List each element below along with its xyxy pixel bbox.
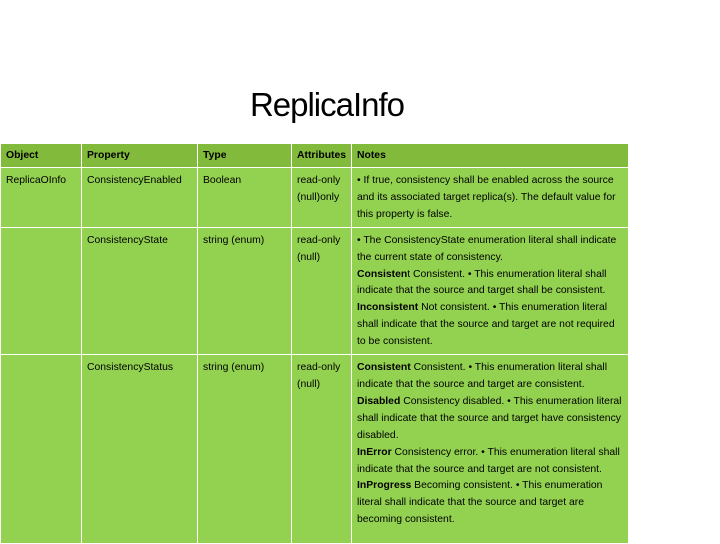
- cell-notes: [352, 168, 629, 228]
- header-attributes: Attributes: [292, 144, 352, 168]
- header-notes: Notes: [352, 144, 629, 168]
- notes-text: Consistency error. • This enumeration literal shall indicate that the source and target are not consistent.: [357, 446, 620, 475]
- table-header-row: [1, 144, 629, 168]
- cell-object: ReplicaOInfo: [1, 168, 82, 228]
- notes-text: Consistency disabled. • This enumeration literal shall indicate that the source and target have consistency disabled.: [357, 395, 622, 441]
- enum-keyword: InProgress: [357, 480, 412, 492]
- enum-keyword: Disabled: [357, 395, 401, 407]
- enum-keyword: InError: [357, 446, 392, 458]
- notes-text: t Consistent. • This enumeration literal shall indicate that the source and target shall be consistent.: [357, 268, 607, 297]
- cell-type: string (enum): [198, 227, 292, 354]
- cell-notes: [352, 355, 629, 544]
- cell-property: ConsistencyStatus: [82, 355, 198, 544]
- cell-attributes: read-only (null): [292, 227, 352, 354]
- cell-property: ConsistencyEnabled: [82, 168, 198, 228]
- cell-type: string (enum): [198, 355, 292, 544]
- enum-keyword: Consisten: [357, 268, 408, 280]
- cell-notes: [352, 227, 629, 354]
- notes-text: • If true, consistency shall be enabled across the source and its associated target replica(s). The default value for this property is false.: [357, 175, 616, 220]
- enum-keyword: Consistent: [357, 362, 411, 374]
- table-row: [1, 355, 629, 544]
- notes-text: Consistent. • This enumeration literal shall indicate that the source and target are consistent.: [357, 362, 608, 390]
- notes-text: • The ConsistencyState enumeration literal shall indicate the current state of consistency.: [357, 234, 617, 263]
- notes-text: Not consistent. • This enumeration literal shall indicate that the source and target are not required to be consistent.: [357, 302, 615, 348]
- cell-attributes: read-only (null): [292, 355, 352, 544]
- slide-title: ReplicaInfo: [249, 86, 405, 123]
- header-object: Object: [1, 144, 82, 168]
- property-table: [0, 143, 629, 544]
- cell-type: Boolean: [198, 168, 292, 228]
- cell-attributes: read-only (null)only: [292, 168, 352, 228]
- notes-text: Becoming consistent. • This enumeration literal shall indicate that the source and target are becoming consistent.: [357, 480, 603, 526]
- header-type: Type: [198, 144, 292, 168]
- table-row: [1, 227, 629, 354]
- header-property: Property: [82, 144, 198, 168]
- cell-object: [1, 227, 82, 354]
- table-row: [1, 168, 629, 228]
- cell-property: ConsistencyState: [82, 227, 198, 354]
- enum-keyword: Inconsistent: [357, 302, 419, 314]
- cell-object: [1, 355, 82, 544]
